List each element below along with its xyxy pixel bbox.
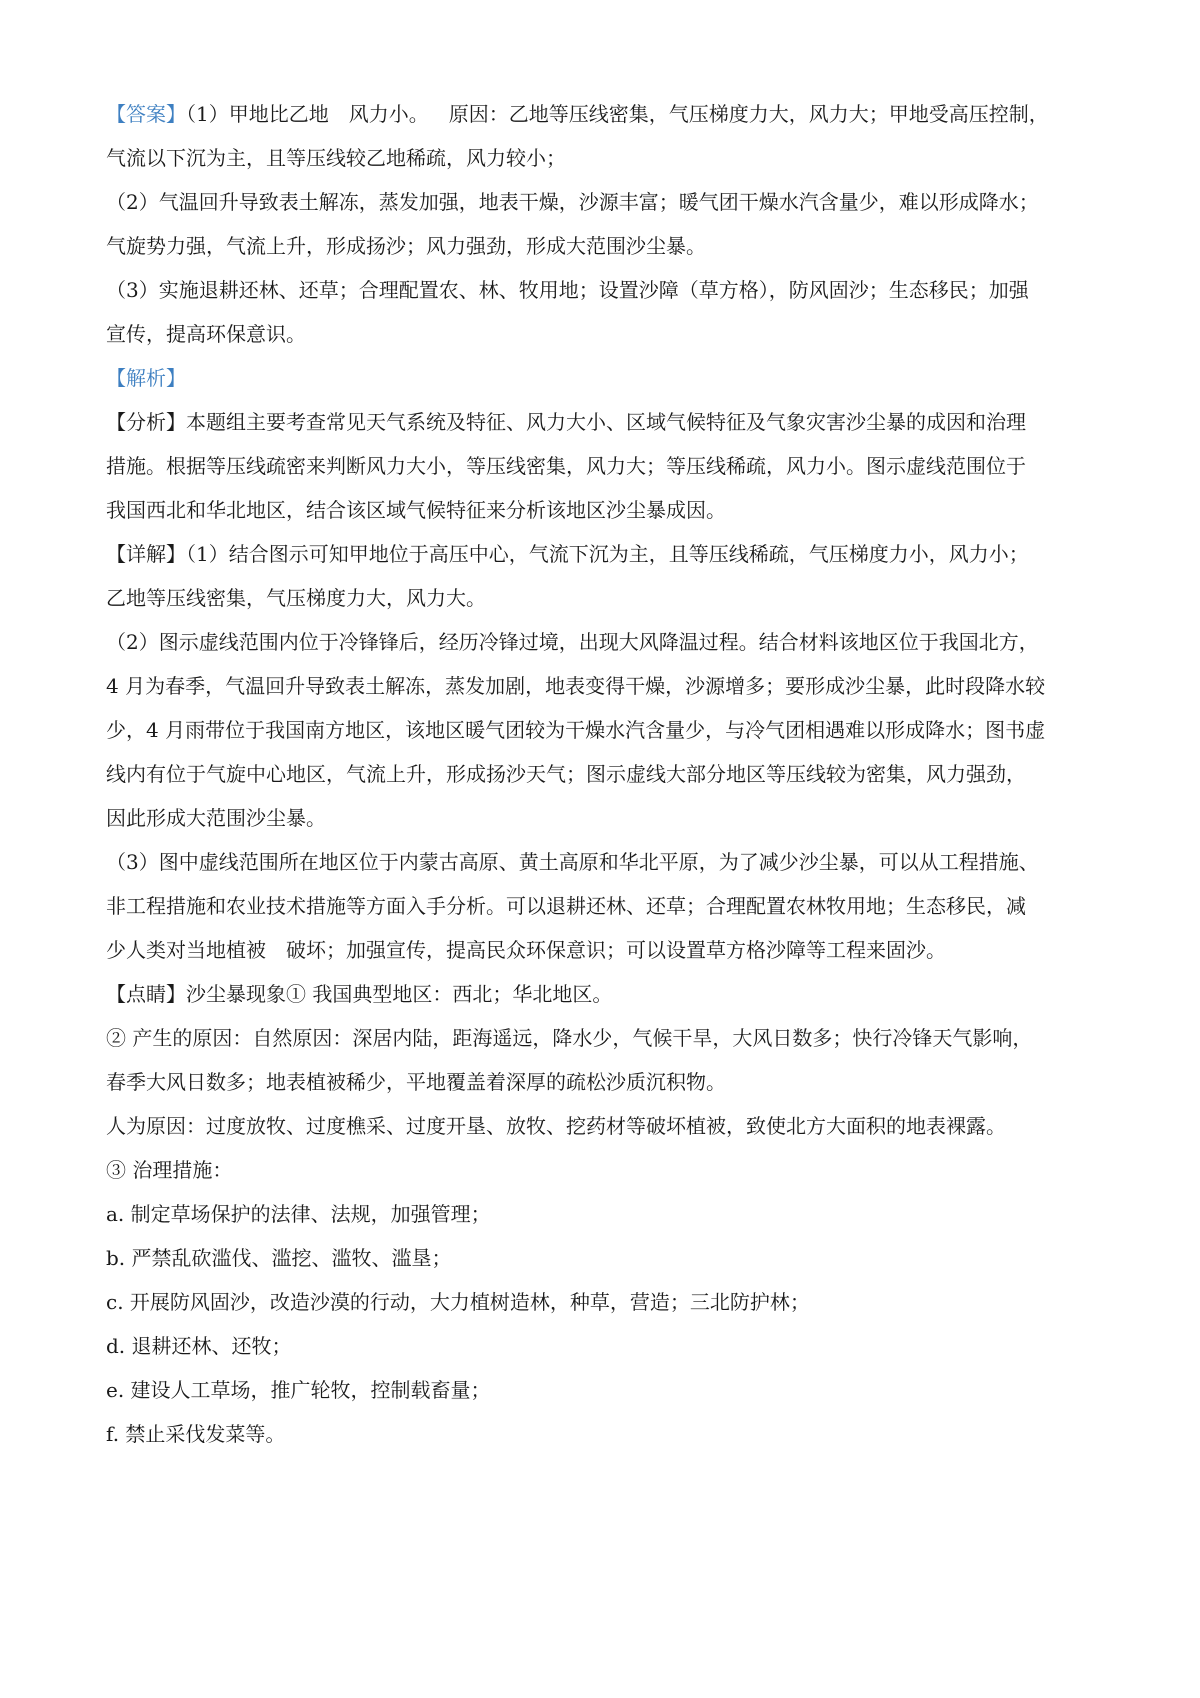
xiangjie-text-10a: 少人类对当地植被 xyxy=(106,938,266,962)
answer-line-5: （3）实施退耕还林、还草；合理配置农、林、牧用地；设置沙障（草方格），防风固沙；生态移民；加强 xyxy=(106,278,1029,302)
answer-line-3: （2）气温回升导致表土解冻，蒸发加强，地表干燥，沙源丰富；暖气团干燥水汽含量少，难以形成降水； xyxy=(106,190,1039,214)
xiangjie-line-2: 乙地等压线密集，气压梯度力大，风力大。 xyxy=(106,586,486,610)
xiangjie-line-8: （3）图中虚线范围所在地区位于内蒙古高原、黄土高原和华北平原，为了减少沙尘暴，可以从工程措施、 xyxy=(106,850,1039,874)
xiangjie-line-3: （2）图示虚线范围内位于冷锋锋后，经历冷锋过境，出现大风降温过程。结合材料该地区位于我国北方， xyxy=(106,630,1039,654)
xiangjie-line-9: 非工程措施和农业技术措施等方面入手分析。可以退耕还林、还草；合理配置农林牧用地；生态移民，减 xyxy=(106,894,1026,918)
xiangjie-line-6: 线内有位于气旋中心地区，气流上升，形成扬沙天气；图示虚线大部分地区等压线较为密集，风力强劲， xyxy=(106,762,1026,786)
dianjing-line-2: ② 产生的原因：自然原因：深居内陆，距海遥远，降水少，气候干旱，大风日数多；快行冷锋天气影响， xyxy=(106,1026,1033,1050)
xiangjie-text-1: （1）结合图示可知甲地位于高压中心，气流下沉为主，且等压线稀疏，气压梯度力小，风力小； xyxy=(186,542,1029,566)
answer-q1-part-a: （1）甲地比乙地 xyxy=(186,102,329,126)
measure-item-e: e. 建设人工草场，推广轮牧，控制载畜量； xyxy=(106,1378,491,1402)
xiangjie-text-10b: 破坏；加强宣传，提高民众环保意识；可以设置草方格沙障等工程来固沙。 xyxy=(286,938,946,962)
answer-line-2: 气流以下沉为主，且等压线较乙地稀疏，风力较小； xyxy=(106,146,566,170)
dianjing-line-3: 春季大风日数多；地表植被稀少，平地覆盖着深厚的疏松沙质沉积物。 xyxy=(106,1070,726,1094)
measure-item-a: a. 制定草场保护的法律、法规，加强管理； xyxy=(106,1202,491,1226)
xiangjie-tag: 【详解】 xyxy=(106,542,186,566)
answer-q1-part-b: 风力小。 xyxy=(348,102,429,126)
analysis-tag: 【解析】 xyxy=(106,366,186,390)
measure-item-d: d. 退耕还林、还牧； xyxy=(106,1334,292,1358)
document-page xyxy=(106,92,1106,1456)
answer-line-1 xyxy=(106,92,1106,136)
answer-q1-part-c: 原因：乙地等压线密集，气压梯度力大，风力大；甲地受高压控制， xyxy=(448,102,1049,126)
xiangjie-line-7: 因此形成大范围沙尘暴。 xyxy=(106,806,326,830)
dianjing-line-4: 人为原因：过度放牧、过度樵采、过度开垦、放牧、挖药材等破坏植被，致使北方大面积的地表裸露。 xyxy=(106,1114,1006,1138)
fenxi-line-2: 措施。根据等压线疏密来判断风力大小，等压线密集，风力大；等压线稀疏，风力小。图示虚线范围位于 xyxy=(106,454,1026,478)
analysis-heading xyxy=(106,356,1106,400)
fenxi-text-1: 本题组主要考查常见天气系统及特征、风力大小、区域气候特征及气象灾害沙尘暴的成因和治理 xyxy=(186,410,1026,434)
xiangjie-line-1 xyxy=(106,532,1106,576)
xiangjie-line-10 xyxy=(106,928,1106,972)
answer-line-6: 宣传，提高环保意识。 xyxy=(106,322,306,346)
dianjing-tag: 【点睛】 xyxy=(106,982,186,1006)
xiangjie-line-5: 少，4 月雨带位于我国南方地区，该地区暖气团较为干燥水汽含量少，与冷气团相遇难以形成降水；图书虚 xyxy=(106,718,1046,742)
answer-line-4: 气旋势力强，气流上升，形成扬沙；风力强劲，形成大范围沙尘暴。 xyxy=(106,234,706,258)
answer-tag: 【答案】 xyxy=(106,102,186,126)
fenxi-line-3: 我国西北和华北地区，结合该区域气候特征来分析该地区沙尘暴成因。 xyxy=(106,498,726,522)
measure-item-f: f. 禁止采伐发菜等。 xyxy=(106,1422,286,1446)
measure-item-b: b. 严禁乱砍滥伐、滥挖、滥牧、滥垦； xyxy=(106,1246,452,1270)
measure-item-c: c. 开展防风固沙，改造沙漠的行动，大力植树造林，种草，营造；三北防护林； xyxy=(106,1290,810,1314)
xiangjie-line-4: 4 月为春季，气温回升导致表土解冻，蒸发加剧，地表变得干燥，沙源增多；要形成沙尘暴，此时段降水较 xyxy=(106,674,1046,698)
dianjing-line-1 xyxy=(106,972,1106,1016)
dianjing-text-1: 沙尘暴现象① 我国典型地区：西北；华北地区。 xyxy=(186,982,613,1006)
dianjing-line-5: ③ 治理措施： xyxy=(106,1158,233,1182)
fenxi-tag: 【分析】 xyxy=(106,410,186,434)
fenxi-line-1 xyxy=(106,400,1106,444)
